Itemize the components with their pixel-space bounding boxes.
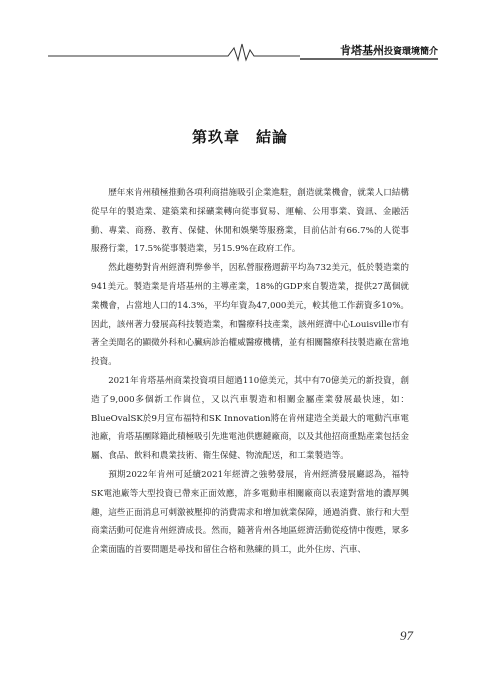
- header-title-sub: 投資環境簡介: [383, 47, 438, 57]
- page-number: 97: [400, 628, 413, 643]
- header-title: [340, 42, 438, 58]
- paragraph: 2021年肯塔基州商業投資項目超過110億美元，其中有70億美元的新投資，創造了9,000多個新工作崗位，又以汽車製造和相關金屬產業發展最快速，如：BlueOvalSK於9月宣布福特和SK Innovation將在肯州建造全美最大的電動汽車電池廠，肯塔基團隊籍此積極吸引先進電池供應鏈廠商，以及其他招商重點產業包括金屬、食品、飲料和農業技術、衛生保健、物流配送，和工業製造等。: [91, 375, 409, 462]
- header-title-main: 肯塔基州: [339, 44, 384, 57]
- paragraph: 然此趨勢對肯州經濟利弊參半，因私營服務週薪平均為732美元，低於製造業的941美元。製造業是肯塔基州的主導產業，18%的GDP來自製造業，提供27萬個就業機會，占當地人口的14.3%，平均年資為47,000美元，較其他工作薪資多10%。因此，該州著力發展高科技製造業，和醫療科技產業，該州經濟中心Louisville市有著全美聞名的顯微外科和心臟病診治權威醫療機構，並有相關醫療科技製造廠在當地投資。: [91, 263, 409, 368]
- running-header: [48, 40, 438, 62]
- paragraph: 預期2022年肯州可延續2021年經濟之強勢發展，肯州經濟發展廳認為，福特SK電池廠等大型投資已帶來正面效應，許多電動車相關廠商以表達對當地的濃厚興趣，這些正面消息可刺激被壓抑的消費需求和增加就業保障，通過消費、旅行和大型商業活動可促進肯州經濟成長。然而，隨著肯州各地區經濟活動從疫情中復甦，眾多企業面臨的首要問題是尋找和留住合格和熟練的員工，此外住房、汽車、: [91, 469, 409, 556]
- paragraph: 歷年來肯州積極推動各項利商措施吸引企業進駐，創造就業機會，就業人口結構從早年的製造業、建築業和採礦業轉向從事貿易、運輸、公用事業、資訊、金融活動、專業、商務、教育、保健、休閒和娛樂等服務業，目前佔計有66.7%的人從事服務行業，17.5%從事製造業，另15.9%在政府工作。: [91, 188, 409, 255]
- body-text: [91, 184, 409, 560]
- chapter-title: 第玖章 結論: [191, 128, 288, 146]
